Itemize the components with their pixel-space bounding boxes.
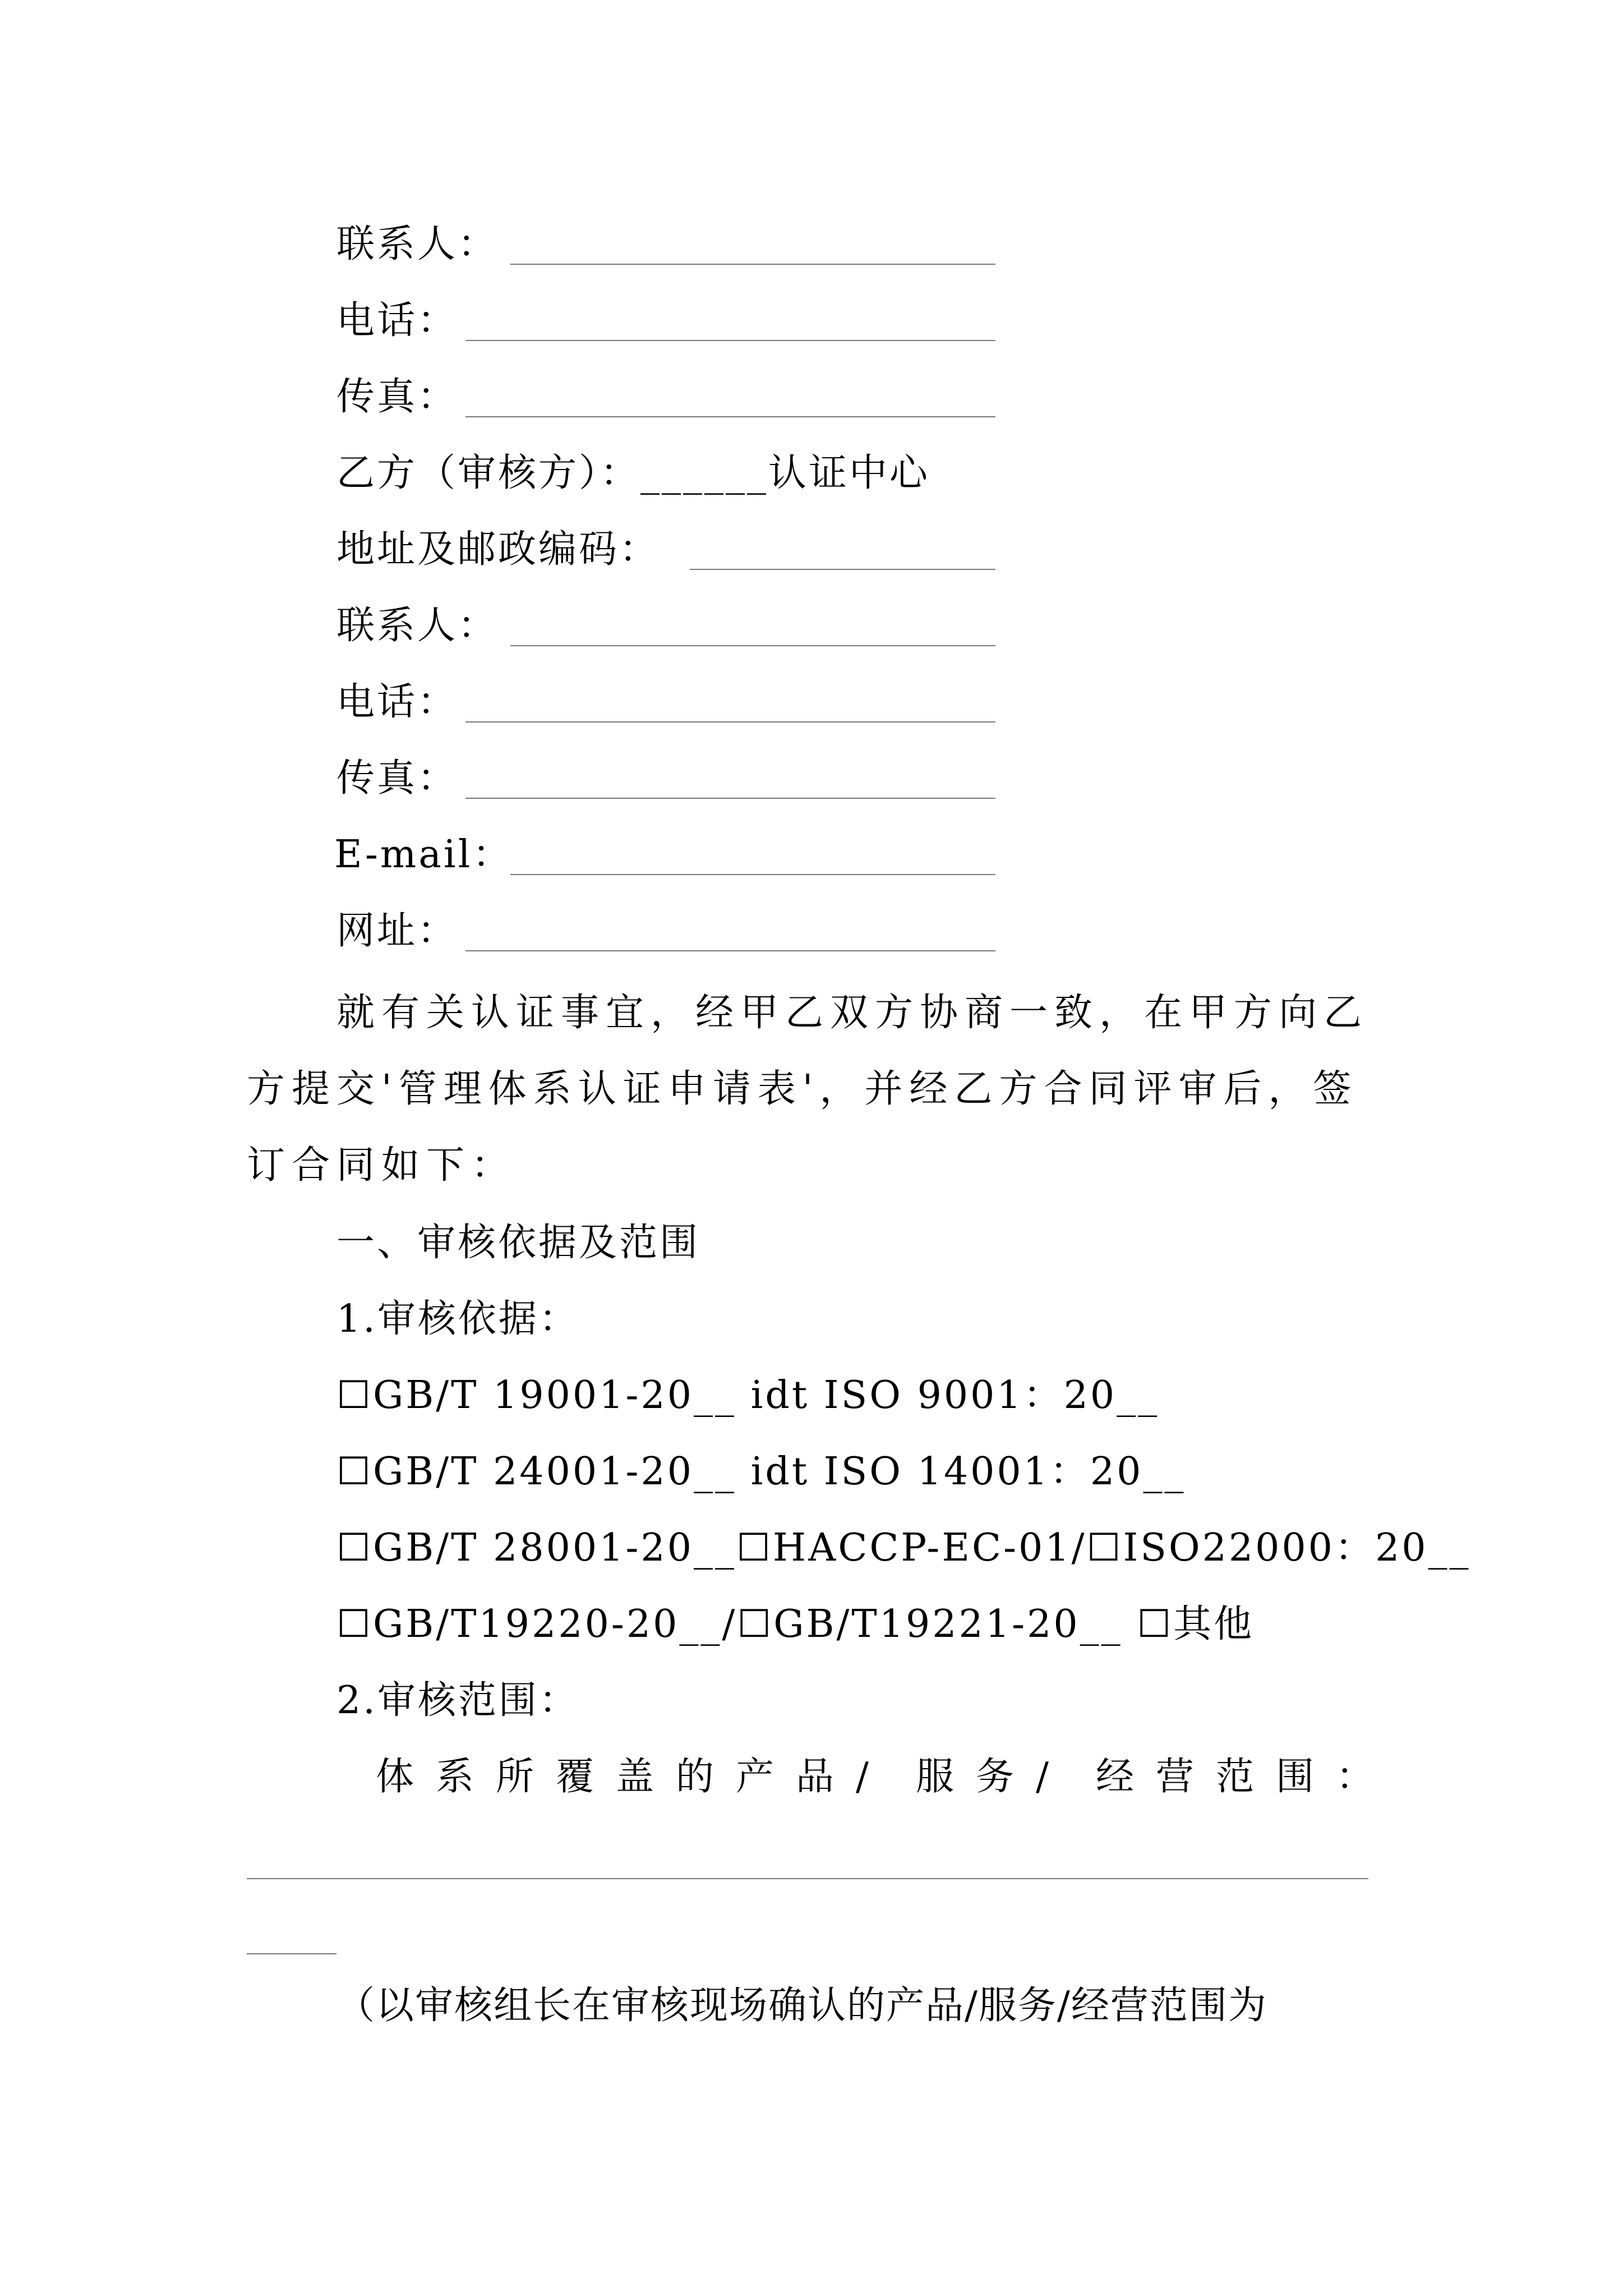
party-b-contact-field[interactable] — [510, 645, 995, 646]
standard-item: ☐GB/T 19001-20__ idt ISO 9001：20__ — [336, 1373, 1160, 1418]
scope-field-continuation[interactable] — [247, 1953, 336, 1954]
party-b-contact-label: 联系人： — [336, 604, 499, 648]
scope-text-char: / — [1036, 1755, 1049, 1799]
scope-text-char: 品 — [796, 1755, 834, 1799]
party-a-phone-label: 电话： — [336, 298, 458, 343]
party-b-website-label: 网址： — [336, 909, 458, 953]
party-a-phone-field[interactable] — [465, 340, 995, 341]
party-b-fax-field[interactable] — [465, 798, 995, 799]
scope-text-char: 务 — [976, 1755, 1015, 1799]
party-b-title: 乙方（审核方）：______认证中心 — [336, 451, 930, 495]
party-b-phone-field[interactable] — [465, 721, 995, 723]
scope-text-char: / — [856, 1755, 869, 1799]
scope-text-char: 围 — [1276, 1755, 1315, 1799]
party-b-fax-label: 传真： — [336, 756, 458, 800]
scope-text-char: 所 — [496, 1755, 534, 1799]
standard-item: ☐GB/T 28001-20__☐HACCP-EC-01/☐ISO22000：20__ — [336, 1526, 1471, 1570]
scope-text-char: ： — [1336, 1755, 1375, 1799]
scope-text-char: 系 — [436, 1755, 474, 1799]
scope-text-char: 体 — [376, 1755, 414, 1799]
standard-item: ☐GB/T19220-20__/☐GB/T19221-20__ ☐其他 — [336, 1602, 1255, 1646]
intro-paragraph: 就有关认证事宜，经甲乙双方协商一致，在甲方向乙方提交'管理体系认证申请表'，并经乙方合同评审后，签订合同如下： — [247, 991, 1369, 1188]
scope-text-char: 的 — [676, 1755, 714, 1799]
party-b-address-label: 地址及邮政编码： — [336, 527, 660, 572]
party-a-fax-label: 传真： — [336, 375, 458, 419]
scope-text-char: 范 — [1216, 1755, 1255, 1799]
scope-text-char: 营 — [1156, 1755, 1195, 1799]
party-a-contact-field[interactable] — [510, 264, 995, 265]
standard-item: ☐GB/T 24001-20__ idt ISO 14001：20__ — [336, 1450, 1186, 1494]
party-b-email-label: E-mail： — [334, 832, 513, 877]
basis-label: 1.审核依据： — [336, 1297, 579, 1341]
party-b-website-field[interactable] — [465, 950, 995, 951]
scope-field[interactable] — [247, 1878, 1368, 1879]
party-b-address-field[interactable] — [690, 569, 995, 570]
scope-text-char: 服 — [916, 1755, 955, 1799]
party-b-email-field[interactable] — [510, 874, 995, 875]
scope-note: （以审核组长在审核现场确认的产品/服务/经营范围为 — [336, 1984, 1267, 2028]
party-b-phone-label: 电话： — [336, 680, 458, 724]
section1-heading: 一、审核依据及范围 — [336, 1221, 700, 1265]
scope-text-char: 产 — [736, 1755, 774, 1799]
party-a-contact-label: 联系人： — [336, 222, 499, 266]
scope-text-char: 经 — [1096, 1755, 1135, 1799]
scope-text — [376, 1749, 1374, 1805]
party-a-fax-field[interactable] — [465, 416, 995, 417]
scope-text-char: 覆 — [556, 1755, 594, 1799]
scope-text-char: 盖 — [616, 1755, 654, 1799]
scope-label: 2.审核范围： — [336, 1678, 579, 1723]
